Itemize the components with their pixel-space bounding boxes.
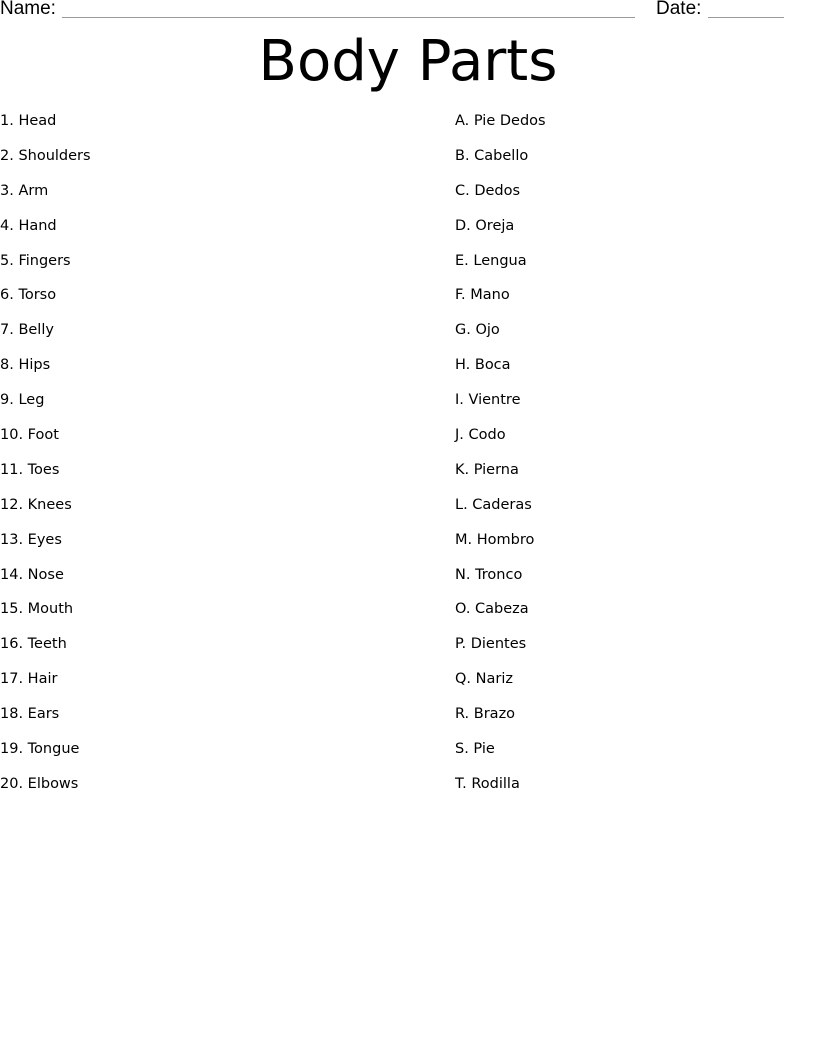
terms-list — [0, 109, 440, 807]
term-item: 9. Leg — [0, 392, 45, 409]
definition-item: D. Oreja — [455, 217, 515, 234]
term-item: 2. Shoulders — [0, 147, 91, 164]
date-blank-line — [708, 17, 784, 18]
definition-item: J. Codo — [455, 427, 506, 444]
term-item: 12. Knees — [0, 496, 72, 513]
definition-item: T. Rodilla — [455, 775, 520, 792]
definition-item: A. Pie Dedos — [455, 113, 546, 129]
definition-item: F. Mano — [455, 287, 510, 304]
definition-item: G. Ojo — [455, 322, 500, 339]
term-item: 16. Teeth — [0, 636, 67, 653]
term-item: 1. Head — [0, 113, 57, 129]
date-label: Date: — [656, 0, 702, 19]
definition-item: B. Cabello — [455, 147, 529, 164]
term-item: 18. Ears — [0, 706, 60, 723]
term-item: 19. Tongue — [0, 741, 80, 758]
term-item: 4. Hand — [0, 217, 57, 234]
worksheet-header — [0, 0, 816, 22]
term-item: 11. Toes — [0, 461, 60, 478]
definition-item: R. Brazo — [455, 706, 516, 723]
term-item: 5. Fingers — [0, 252, 71, 269]
term-item: 13. Eyes — [0, 531, 62, 548]
definition-item: S. Pie — [455, 741, 495, 758]
definition-item: M. Hombro — [455, 531, 535, 548]
term-item: 14. Nose — [0, 566, 64, 583]
definitions-list — [455, 109, 795, 807]
term-item: 20. Elbows — [0, 775, 79, 792]
definition-item: H. Boca — [455, 357, 511, 374]
term-item: 3. Arm — [0, 182, 49, 199]
definition-item: E. Lengua — [455, 252, 527, 269]
name-label: Name: — [0, 0, 56, 19]
term-item: 6. Torso — [0, 287, 57, 304]
term-item: 15. Mouth — [0, 601, 74, 618]
definition-item: K. Pierna — [455, 461, 519, 478]
term-item: 7. Belly — [0, 322, 54, 339]
definition-item: I. Vientre — [455, 392, 521, 409]
term-item: 8. Hips — [0, 357, 51, 374]
term-item: 17. Hair — [0, 671, 58, 688]
name-blank-line — [62, 17, 635, 18]
page-title: Body Parts — [258, 29, 558, 94]
definition-item: O. Cabeza — [455, 601, 529, 618]
definition-item: Q. Nariz — [455, 671, 513, 688]
definition-item: C. Dedos — [455, 182, 521, 199]
definition-item: N. Tronco — [455, 566, 523, 583]
definition-item: P. Dientes — [455, 636, 527, 653]
definition-item: L. Caderas — [455, 496, 532, 513]
term-item: 10. Foot — [0, 427, 59, 444]
